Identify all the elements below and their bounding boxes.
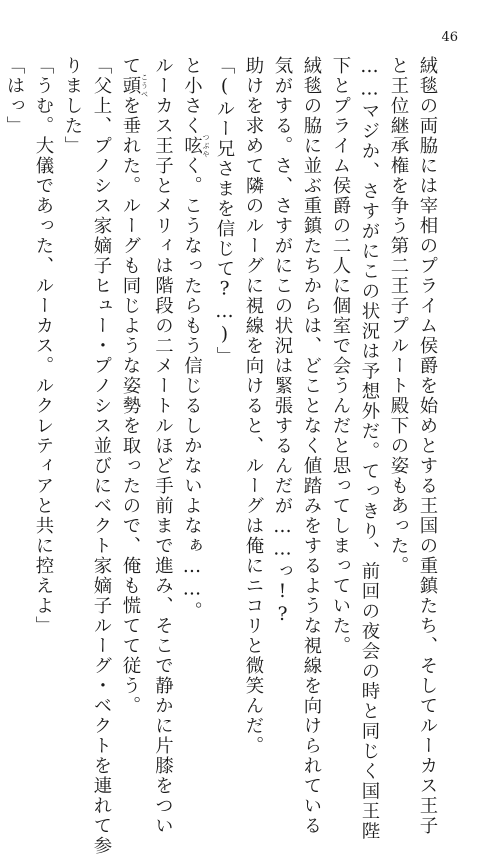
text-line-1: 絨毯の両脇には宰相のプライム侯爵を始めとする王国の重鎮たち、そしてルーカス王子 (417, 56, 438, 836)
furigana: 呟 つぶや (181, 133, 210, 159)
text-line-4: 下とプライム侯爵の二人に個室で会うんだと思ってしまっていた。 (330, 56, 351, 656)
text-line-15: 「はっ」 (4, 56, 25, 136)
page-number: 46 (441, 30, 458, 45)
text-line-14: 「うむ。大儀であった、ルーカス。ルクレティアと共に控えよ」 (33, 56, 54, 636)
text-line-11: て頭 こうべを垂れた。ルーグも同じような姿勢を取ったので、俺も慌てて従う。 (120, 56, 149, 716)
furigana: 頭 こうべ (120, 73, 149, 99)
text-line-6: 気がする。さ、さすがにこの状況は緊張するんだが……っ!? (272, 56, 293, 627)
text-line-9: と小さく呟 つぶやく。こうなったらもう信じるしかないよなぁ……。 (181, 56, 210, 622)
body-text (0, 56, 442, 856)
text-line-13: りました」 (62, 56, 83, 156)
text-line-3: ……マジか、さすがにこの状況は予想外だ。てっきり、前回の夜会の時と同じく国王陛 (359, 56, 380, 842)
text-line-8: 「(ルー兄さまを信じて?…)」 (214, 56, 235, 367)
text-line-2: と王位継承権を争う第二王子プルート殿下の姿もあった。 (388, 56, 409, 576)
text-line-5: 絨毯の脇に並ぶ重鎮たちからは、どことなく値踏みをするような視線を向けられている (301, 56, 322, 836)
text-line-7: 助けを求めて隣のルーグに視線を向けると、ルーグは俺にニコリと微笑んだ。 (243, 56, 264, 756)
text-line-10: ルーカス王子とメリィは階段の二メートルほど手前まで進み、そこで静かに片膝をつい (152, 56, 174, 836)
text-line-12: 「父上、プノシス家嫡子ヒュー・プノシス並びにベクト家嫡子ルーグ・ベクトを連れて参 (91, 56, 112, 856)
